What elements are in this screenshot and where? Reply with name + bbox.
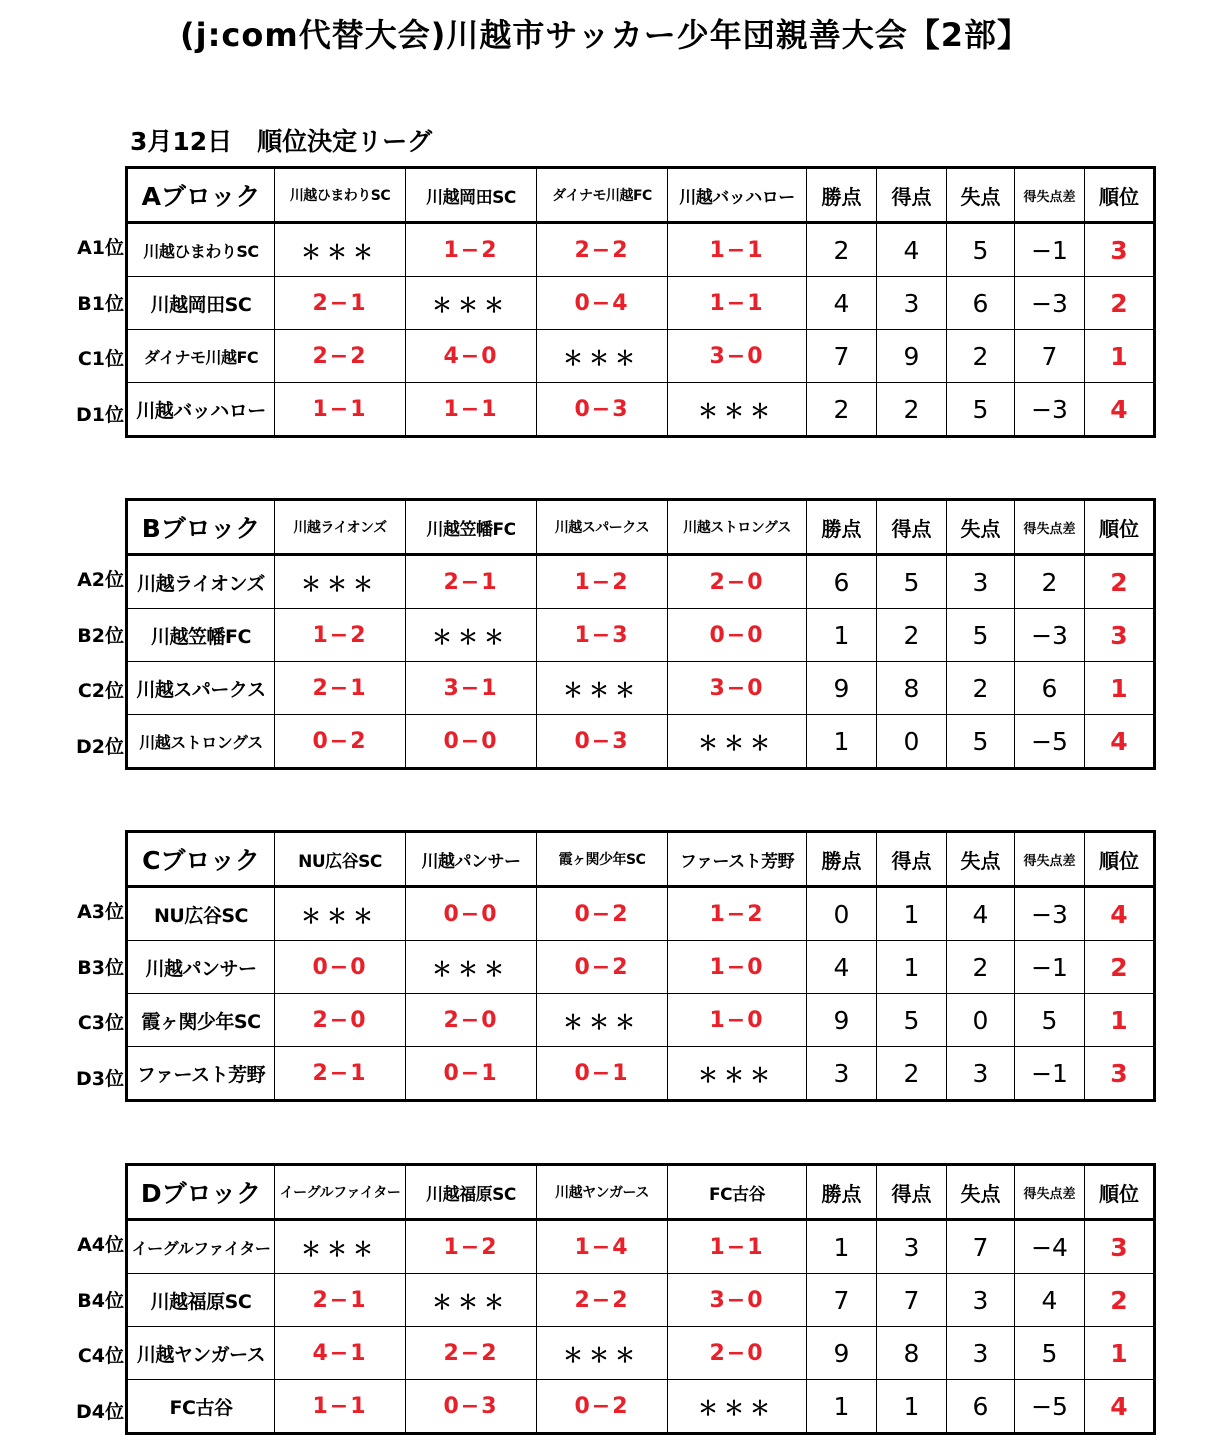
goals-against-cell: 6 (947, 277, 1015, 330)
header-team: 川越ライオンズ (275, 500, 406, 555)
self-match-cell: ＊＊＊ (668, 1047, 807, 1101)
self-match-cell: ＊＊＊ (668, 383, 807, 437)
row-team: 川越ストロングス (127, 715, 275, 769)
points-cell: 1 (807, 1380, 877, 1434)
block-name: Dブロック (127, 1165, 275, 1220)
table-row (127, 715, 1155, 769)
table-row (127, 1327, 1155, 1380)
points-cell: 7 (807, 1274, 877, 1327)
match-score: 1−2 (537, 555, 668, 609)
goals-for-cell: 4 (877, 223, 947, 277)
goal-diff-cell: −3 (1015, 277, 1085, 330)
goals-for-cell: 3 (877, 1220, 947, 1274)
goal-diff-cell: 2 (1015, 555, 1085, 609)
table-row (127, 330, 1155, 383)
table-header-row (127, 168, 1155, 223)
header-stat: 順位 (1085, 500, 1155, 555)
goal-diff-cell: −5 (1015, 715, 1085, 769)
match-score: 2−1 (275, 1047, 406, 1101)
match-score: 0−0 (406, 715, 537, 769)
rank-cell: 3 (1085, 609, 1155, 662)
goals-for-cell: 5 (877, 994, 947, 1047)
league-table (125, 498, 1156, 770)
match-score: 2−0 (406, 994, 537, 1047)
rank-cell: 2 (1085, 941, 1155, 994)
match-score: 3−1 (406, 662, 537, 715)
row-team: 川越ライオンズ (127, 555, 275, 609)
goals-for-cell: 3 (877, 277, 947, 330)
self-match-cell: ＊＊＊ (668, 715, 807, 769)
goals-against-cell: 7 (947, 1220, 1015, 1274)
goals-against-cell: 5 (947, 383, 1015, 437)
block-name: Bブロック (127, 500, 275, 555)
self-match-cell: ＊＊＊ (275, 555, 406, 609)
match-score: 1−1 (668, 223, 807, 277)
goals-against-cell: 2 (947, 941, 1015, 994)
rank-cell: 4 (1085, 715, 1155, 769)
match-score: 1−1 (406, 383, 537, 437)
row-team: 川越岡田SC (127, 277, 275, 330)
self-match-cell: ＊＊＊ (406, 609, 537, 662)
rank-cell: 4 (1085, 887, 1155, 941)
table-header-row (127, 832, 1155, 887)
rank-cell: 2 (1085, 277, 1155, 330)
self-match-cell: ＊＊＊ (406, 941, 537, 994)
table-row (127, 1220, 1155, 1274)
goals-against-cell: 3 (947, 1047, 1015, 1101)
match-score: 1−0 (668, 941, 807, 994)
goals-for-cell: 0 (877, 715, 947, 769)
self-match-cell: ＊＊＊ (537, 662, 668, 715)
match-score: 0−1 (406, 1047, 537, 1101)
goals-against-cell: 3 (947, 555, 1015, 609)
header-stat: 得点 (877, 832, 947, 887)
row-team: FC古谷 (127, 1380, 275, 1434)
row-label: A4位 (77, 1234, 124, 1256)
header-team: イーグルファイター (275, 1165, 406, 1220)
header-stat: 失点 (947, 832, 1015, 887)
goals-for-cell: 8 (877, 662, 947, 715)
header-stat: 勝点 (807, 1165, 877, 1220)
goals-against-cell: 2 (947, 662, 1015, 715)
header-stat: 勝点 (807, 168, 877, 223)
match-score: 2−1 (275, 1274, 406, 1327)
block-name: Cブロック (127, 832, 275, 887)
goals-against-cell: 0 (947, 994, 1015, 1047)
header-stat: 得失点差 (1015, 832, 1085, 887)
header-team: 川越岡田SC (406, 168, 537, 223)
league-table (125, 830, 1156, 1102)
rank-cell: 3 (1085, 1220, 1155, 1274)
row-team: NU広谷SC (127, 887, 275, 941)
row-team: 川越福原SC (127, 1274, 275, 1327)
goals-against-cell: 3 (947, 1327, 1015, 1380)
table-row (127, 277, 1155, 330)
goals-for-cell: 8 (877, 1327, 947, 1380)
table-row (127, 383, 1155, 437)
goals-against-cell: 2 (947, 330, 1015, 383)
table-header-row (127, 500, 1155, 555)
rank-cell: 4 (1085, 383, 1155, 437)
header-team: 川越スパークス (537, 500, 668, 555)
match-score: 0−0 (406, 887, 537, 941)
goal-diff-cell: −3 (1015, 383, 1085, 437)
rank-cell: 3 (1085, 223, 1155, 277)
match-score: 1−1 (668, 1220, 807, 1274)
match-score: 2−1 (275, 662, 406, 715)
goals-for-cell: 1 (877, 941, 947, 994)
row-label: D1位 (76, 403, 124, 426)
row-team: ダイナモ川越FC (127, 330, 275, 383)
match-score: 0−2 (537, 941, 668, 994)
goal-diff-cell: 6 (1015, 662, 1085, 715)
header-stat: 順位 (1085, 168, 1155, 223)
match-score: 2−0 (668, 1327, 807, 1380)
header-stat: 得失点差 (1015, 1165, 1085, 1220)
match-score: 2−2 (537, 223, 668, 277)
header-stat: 得点 (877, 168, 947, 223)
page-title: (j:com代替大会)川越市サッカー少年団親善大会【2部】 (180, 16, 1030, 54)
goal-diff-cell: −3 (1015, 887, 1085, 941)
match-score: 0−3 (537, 715, 668, 769)
goal-diff-cell: −3 (1015, 609, 1085, 662)
goal-diff-cell: −1 (1015, 223, 1085, 277)
match-score: 0−1 (537, 1047, 668, 1101)
self-match-cell: ＊＊＊ (668, 1380, 807, 1434)
match-score: 1−2 (668, 887, 807, 941)
row-team: 霞ヶ関少年SC (127, 994, 275, 1047)
league-table (125, 1163, 1156, 1435)
goals-for-cell: 2 (877, 383, 947, 437)
match-score: 1−0 (668, 994, 807, 1047)
block-name: Aブロック (127, 168, 275, 223)
goals-against-cell: 6 (947, 1380, 1015, 1434)
row-team: ファースト芳野 (127, 1047, 275, 1101)
points-cell: 2 (807, 223, 877, 277)
row-team: 川越スパークス (127, 662, 275, 715)
table-row (127, 1380, 1155, 1434)
rank-cell: 1 (1085, 994, 1155, 1047)
rank-cell: 3 (1085, 1047, 1155, 1101)
table-row (127, 1274, 1155, 1327)
row-labels (62, 221, 124, 443)
goals-for-cell: 1 (877, 887, 947, 941)
goals-for-cell: 7 (877, 1274, 947, 1327)
header-team: 川越笠幡FC (406, 500, 537, 555)
row-team: 川越ひまわりSC (127, 223, 275, 277)
self-match-cell: ＊＊＊ (406, 1274, 537, 1327)
row-label: D2位 (76, 735, 124, 758)
match-score: 1−2 (406, 223, 537, 277)
row-labels (62, 885, 124, 1107)
table-row (127, 609, 1155, 662)
match-score: 3−0 (668, 330, 807, 383)
header-team: 川越ストロングス (668, 500, 807, 555)
match-score: 3−0 (668, 1274, 807, 1327)
points-cell: 1 (807, 1220, 877, 1274)
goal-diff-cell: −1 (1015, 1047, 1085, 1101)
goal-diff-cell: −4 (1015, 1220, 1085, 1274)
points-cell: 4 (807, 277, 877, 330)
rank-cell: 2 (1085, 1274, 1155, 1327)
match-score: 2−1 (275, 277, 406, 330)
points-cell: 4 (807, 941, 877, 994)
row-label: C2位 (77, 680, 124, 702)
points-cell: 1 (807, 609, 877, 662)
goals-for-cell: 1 (877, 1380, 947, 1434)
row-label: A3位 (77, 901, 124, 923)
header-team: 霞ヶ関少年SC (537, 832, 668, 887)
table-row (127, 994, 1155, 1047)
block-a (0, 166, 1210, 446)
self-match-cell: ＊＊＊ (406, 277, 537, 330)
row-labels (62, 553, 124, 775)
header-team: 川越バッハロー (668, 168, 807, 223)
points-cell: 9 (807, 662, 877, 715)
header-stat: 勝点 (807, 832, 877, 887)
goal-diff-cell: −1 (1015, 941, 1085, 994)
row-team: 川越バッハロー (127, 383, 275, 437)
match-score: 1−4 (537, 1220, 668, 1274)
goal-diff-cell: 7 (1015, 330, 1085, 383)
header-team: ファースト芳野 (668, 832, 807, 887)
match-score: 4−1 (275, 1327, 406, 1380)
table-row (127, 1047, 1155, 1101)
row-team: イーグルファイター (127, 1220, 275, 1274)
rank-cell: 2 (1085, 555, 1155, 609)
rank-cell: 1 (1085, 662, 1155, 715)
goals-for-cell: 5 (877, 555, 947, 609)
row-label: A1位 (77, 237, 124, 259)
match-score: 0−3 (537, 383, 668, 437)
match-score: 1−1 (275, 383, 406, 437)
header-stat: 順位 (1085, 1165, 1155, 1220)
row-label: B2位 (77, 624, 124, 647)
header-team: 川越福原SC (406, 1165, 537, 1220)
goals-for-cell: 2 (877, 609, 947, 662)
header-stat: 得失点差 (1015, 500, 1085, 555)
match-score: 2−0 (275, 994, 406, 1047)
header-stat: 失点 (947, 168, 1015, 223)
match-score: 0−0 (275, 941, 406, 994)
self-match-cell: ＊＊＊ (275, 223, 406, 277)
points-cell: 1 (807, 715, 877, 769)
goals-against-cell: 3 (947, 1274, 1015, 1327)
header-team: 川越ヤンガース (537, 1165, 668, 1220)
match-score: 2−2 (537, 1274, 668, 1327)
row-team: 川越ヤンガース (127, 1327, 275, 1380)
league-table (125, 166, 1156, 438)
header-stat: 得点 (877, 1165, 947, 1220)
self-match-cell: ＊＊＊ (537, 330, 668, 383)
page-subtitle: 3月12日 順位決定リーグ (130, 127, 433, 156)
points-cell: 9 (807, 994, 877, 1047)
table-row (127, 223, 1155, 277)
self-match-cell: ＊＊＊ (275, 1220, 406, 1274)
header-stat: 得点 (877, 500, 947, 555)
self-match-cell: ＊＊＊ (275, 887, 406, 941)
row-label: D4位 (76, 1400, 124, 1423)
match-score: 0−2 (537, 1380, 668, 1434)
match-score: 0−3 (406, 1380, 537, 1434)
match-score: 1−3 (537, 609, 668, 662)
match-score: 1−2 (406, 1220, 537, 1274)
row-labels (62, 1218, 124, 1440)
goal-diff-cell: 4 (1015, 1274, 1085, 1327)
header-stat: 失点 (947, 1165, 1015, 1220)
table-row (127, 941, 1155, 994)
row-label: C3位 (77, 1012, 124, 1034)
goals-for-cell: 9 (877, 330, 947, 383)
match-score: 4−0 (406, 330, 537, 383)
match-score: 1−1 (275, 1380, 406, 1434)
row-label: A2位 (77, 569, 124, 591)
header-team: NU広谷SC (275, 832, 406, 887)
table-header-row (127, 1165, 1155, 1220)
points-cell: 9 (807, 1327, 877, 1380)
table-row (127, 555, 1155, 609)
rank-cell: 4 (1085, 1380, 1155, 1434)
row-label: C1位 (77, 348, 124, 370)
self-match-cell: ＊＊＊ (537, 994, 668, 1047)
block-d (0, 1163, 1210, 1443)
rank-cell: 1 (1085, 330, 1155, 383)
row-label: D3位 (76, 1067, 124, 1090)
points-cell: 6 (807, 555, 877, 609)
block-b (0, 498, 1210, 778)
goal-diff-cell: 5 (1015, 994, 1085, 1047)
points-cell: 7 (807, 330, 877, 383)
header-team: ダイナモ川越FC (537, 168, 668, 223)
self-match-cell: ＊＊＊ (537, 1327, 668, 1380)
header-team: 川越ひまわりSC (275, 168, 406, 223)
table-row (127, 662, 1155, 715)
header-stat: 失点 (947, 500, 1015, 555)
row-label: B3位 (77, 956, 124, 979)
match-score: 2−0 (668, 555, 807, 609)
row-label: B4位 (77, 1289, 124, 1312)
row-team: 川越笠幡FC (127, 609, 275, 662)
goals-against-cell: 4 (947, 887, 1015, 941)
row-label: C4位 (77, 1345, 124, 1367)
match-score: 0−2 (537, 887, 668, 941)
match-score: 0−4 (537, 277, 668, 330)
goals-against-cell: 5 (947, 715, 1015, 769)
goal-diff-cell: 5 (1015, 1327, 1085, 1380)
header-stat: 得失点差 (1015, 168, 1085, 223)
header-team: FC古谷 (668, 1165, 807, 1220)
points-cell: 2 (807, 383, 877, 437)
goals-against-cell: 5 (947, 223, 1015, 277)
points-cell: 0 (807, 887, 877, 941)
rank-cell: 1 (1085, 1327, 1155, 1380)
match-score: 1−2 (275, 609, 406, 662)
table-row (127, 887, 1155, 941)
points-cell: 3 (807, 1047, 877, 1101)
match-score: 2−2 (406, 1327, 537, 1380)
row-team: 川越パンサー (127, 941, 275, 994)
goals-for-cell: 2 (877, 1047, 947, 1101)
goals-against-cell: 5 (947, 609, 1015, 662)
match-score: 1−1 (668, 277, 807, 330)
row-label: B1位 (77, 292, 124, 315)
match-score: 0−0 (668, 609, 807, 662)
match-score: 3−0 (668, 662, 807, 715)
match-score: 2−1 (406, 555, 537, 609)
header-stat: 勝点 (807, 500, 877, 555)
header-stat: 順位 (1085, 832, 1155, 887)
goal-diff-cell: −5 (1015, 1380, 1085, 1434)
match-score: 2−2 (275, 330, 406, 383)
header-team: 川越パンサー (406, 832, 537, 887)
block-c (0, 830, 1210, 1110)
match-score: 0−2 (275, 715, 406, 769)
